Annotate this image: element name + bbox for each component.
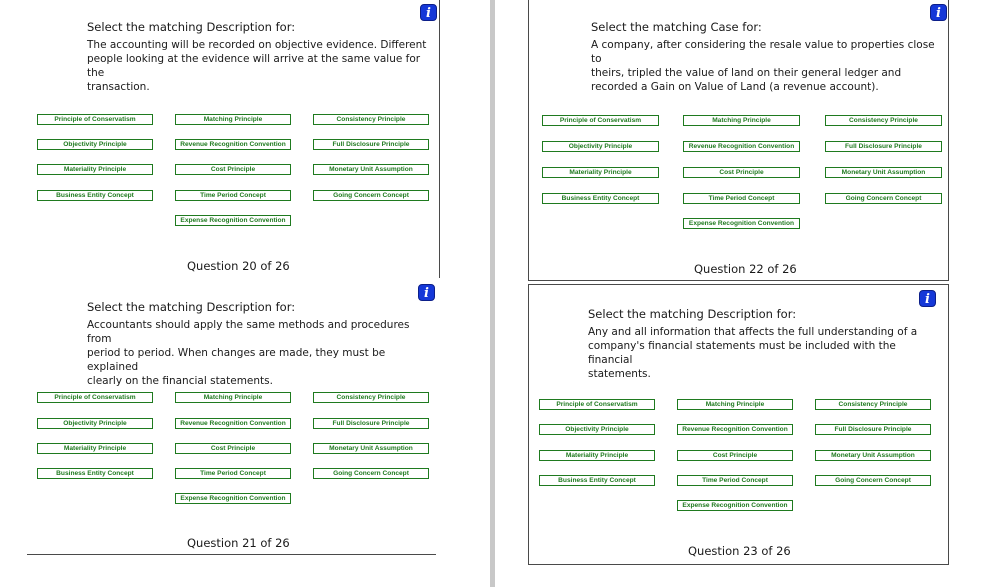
question-text-line: company's financial statements must be included with the financial [588, 340, 896, 366]
option-cost-principle[interactable]: Cost Principle [677, 450, 793, 461]
question-text-line: Any and all information that affects the full understanding of a [588, 326, 918, 338]
option-going-concern-concept[interactable]: Going Concern Concept [815, 475, 931, 486]
option-monetary-unit-assumption[interactable]: Monetary Unit Assumption [825, 167, 942, 178]
option-objectivity-principle[interactable]: Objectivity Principle [37, 139, 153, 150]
option-cost-principle[interactable]: Cost Principle [175, 443, 291, 454]
option-principle-of-conservatism[interactable]: Principle of Conservatism [542, 115, 659, 126]
question-heading: Select the matching Description for: [87, 300, 296, 314]
option-matching-principle[interactable]: Matching Principle [175, 114, 291, 125]
option-objectivity-principle[interactable]: Objectivity Principle [539, 424, 655, 435]
question-text-line: Accountants should apply the same methods and procedures from [87, 319, 410, 345]
question-text-line: theirs, tripled the value of land on their general ledger and [591, 67, 902, 79]
option-going-concern-concept[interactable]: Going Concern Concept [825, 193, 942, 204]
question-text [87, 38, 427, 94]
question-text [591, 38, 936, 94]
option-expense-recognition-convention[interactable]: Expense Recognition Convention [175, 493, 291, 504]
info-icon[interactable]: i [420, 4, 437, 21]
option-cost-principle[interactable]: Cost Principle [175, 164, 291, 175]
option-revenue-recognition-convention[interactable]: Revenue Recognition Convention [175, 418, 291, 429]
option-business-entity-concept[interactable]: Business Entity Concept [37, 468, 153, 479]
option-expense-recognition-convention[interactable]: Expense Recognition Convention [683, 218, 800, 229]
option-time-period-concept[interactable]: Time Period Concept [175, 190, 291, 201]
option-full-disclosure-principle[interactable]: Full Disclosure Principle [313, 139, 429, 150]
pane-divider [490, 0, 495, 587]
option-revenue-recognition-convention[interactable]: Revenue Recognition Convention [677, 424, 793, 435]
option-objectivity-principle[interactable]: Objectivity Principle [37, 418, 153, 429]
question-text-line: transaction. [87, 81, 150, 93]
option-time-period-concept[interactable]: Time Period Concept [677, 475, 793, 486]
question-text-line: recorded a Gain on Value of Land (a revenue account). [591, 81, 879, 93]
option-expense-recognition-convention[interactable]: Expense Recognition Convention [175, 215, 291, 226]
question-counter: Question 23 of 26 [688, 544, 791, 558]
option-full-disclosure-principle[interactable]: Full Disclosure Principle [313, 418, 429, 429]
option-business-entity-concept[interactable]: Business Entity Concept [542, 193, 659, 204]
option-full-disclosure-principle[interactable]: Full Disclosure Principle [825, 141, 942, 152]
option-matching-principle[interactable]: Matching Principle [677, 399, 793, 410]
question-text-line: statements. [588, 368, 651, 380]
question-text-line: people looking at the evidence will arrive at the same value for the [87, 53, 421, 79]
info-icon[interactable]: i [418, 284, 435, 301]
option-principle-of-conservatism[interactable]: Principle of Conservatism [37, 114, 153, 125]
option-consistency-principle[interactable]: Consistency Principle [313, 114, 429, 125]
question-heading: Select the matching Description for: [588, 307, 797, 321]
question-text-line: A company, after considering the resale value to properties close to [591, 39, 935, 65]
question-panel-21 [27, 280, 436, 555]
question-text-line: The accounting will be recorded on objective evidence. Different [87, 39, 427, 51]
option-business-entity-concept[interactable]: Business Entity Concept [37, 190, 153, 201]
option-materiality-principle[interactable]: Materiality Principle [37, 164, 153, 175]
option-expense-recognition-convention[interactable]: Expense Recognition Convention [677, 500, 793, 511]
option-materiality-principle[interactable]: Materiality Principle [37, 443, 153, 454]
question-panel-22 [528, 0, 949, 281]
option-time-period-concept[interactable]: Time Period Concept [175, 468, 291, 479]
question-text-line: clearly on the financial statements. [87, 375, 273, 387]
question-text-line: period to period. When changes are made, they must be explained [87, 347, 386, 373]
option-consistency-principle[interactable]: Consistency Principle [825, 115, 942, 126]
option-revenue-recognition-convention[interactable]: Revenue Recognition Convention [175, 139, 291, 150]
option-materiality-principle[interactable]: Materiality Principle [539, 450, 655, 461]
option-full-disclosure-principle[interactable]: Full Disclosure Principle [815, 424, 931, 435]
option-principle-of-conservatism[interactable]: Principle of Conservatism [37, 392, 153, 403]
option-materiality-principle[interactable]: Materiality Principle [542, 167, 659, 178]
option-objectivity-principle[interactable]: Objectivity Principle [542, 141, 659, 152]
option-going-concern-concept[interactable]: Going Concern Concept [313, 190, 429, 201]
info-icon[interactable]: i [930, 4, 947, 21]
question-counter: Question 22 of 26 [694, 262, 797, 276]
question-panel-20 [0, 0, 440, 278]
option-business-entity-concept[interactable]: Business Entity Concept [539, 475, 655, 486]
option-monetary-unit-assumption[interactable]: Monetary Unit Assumption [313, 443, 429, 454]
option-consistency-principle[interactable]: Consistency Principle [815, 399, 931, 410]
question-text [588, 325, 933, 381]
option-time-period-concept[interactable]: Time Period Concept [683, 193, 800, 204]
question-heading: Select the matching Description for: [87, 20, 296, 34]
question-counter: Question 21 of 26 [187, 536, 290, 550]
option-revenue-recognition-convention[interactable]: Revenue Recognition Convention [683, 141, 800, 152]
question-panel-23 [528, 284, 949, 565]
option-matching-principle[interactable]: Matching Principle [175, 392, 291, 403]
question-counter: Question 20 of 26 [187, 259, 290, 273]
option-matching-principle[interactable]: Matching Principle [683, 115, 800, 126]
info-icon[interactable]: i [919, 290, 936, 307]
option-going-concern-concept[interactable]: Going Concern Concept [313, 468, 429, 479]
question-heading: Select the matching Case for: [591, 20, 762, 34]
option-consistency-principle[interactable]: Consistency Principle [313, 392, 429, 403]
option-cost-principle[interactable]: Cost Principle [683, 167, 800, 178]
option-monetary-unit-assumption[interactable]: Monetary Unit Assumption [313, 164, 429, 175]
question-text [87, 318, 427, 388]
option-principle-of-conservatism[interactable]: Principle of Conservatism [539, 399, 655, 410]
option-monetary-unit-assumption[interactable]: Monetary Unit Assumption [815, 450, 931, 461]
